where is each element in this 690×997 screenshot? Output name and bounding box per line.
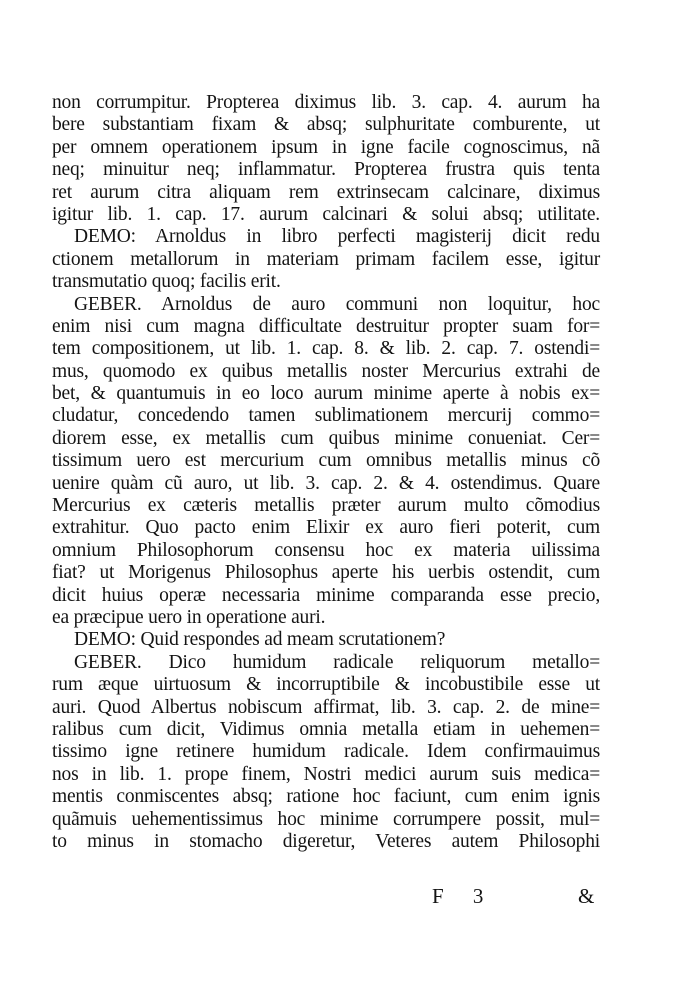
text-line: enim nisi cum magna difficultate destruitur propter suam for= (52, 315, 600, 337)
text-line: rum æque uirtuosum & incorruptibile & incobustibile esse ut (52, 674, 600, 696)
text-line: mentis conmiscentes absq; ratione hoc faciunt, cum enim ignis (52, 786, 600, 808)
signature-mark: F 3 (432, 884, 496, 908)
speaker-line-demo: DEMO: Quid respondes ad meam scrutationem? (74, 629, 446, 651)
speaker-line-geber: GEBER. Dico humidum radicale reliquorum metallo= (74, 651, 600, 673)
text-line: non corrumpitur. Propterea diximus lib. 3. cap. 4. aurum ha (52, 92, 600, 113)
text-line: diorem esse, ex metallis cum quibus minime conueniat. Cer= (52, 427, 600, 449)
text-line: transmutatio quoq; facilis erit. (52, 271, 281, 293)
catchword: & (578, 884, 595, 908)
text-line: cludatur, concedendo tamen sublimationem mercurij commo= (52, 405, 600, 427)
text-line: mus, quomodo ex quibus metallis noster Mercurius extrahi de (52, 360, 600, 382)
text-line: fiat? ut Morigenus Philosophus aperte his uerbis ostendit, cum (52, 562, 600, 584)
text-line: tissimo igne retinere humidum radicale. Idem confirmauimus (52, 741, 600, 763)
text-line: per omnem operationem ipsum in igne facile cognoscimus, nã (52, 136, 600, 158)
text-line: bet, & quantumuis in eo loco aurum minime aperte à nobis ex= (52, 383, 600, 405)
body-text (52, 92, 600, 853)
text-line: ea præcipue uero in operatione auri. (52, 606, 326, 628)
text-line: ctionem metallorum in materiam primam facilem esse, igitur (52, 248, 600, 270)
text-line: bere substantiam fixam & absq; sulphuritate comburente, ut (52, 114, 600, 136)
page-footer (0, 884, 690, 910)
text-line: tem compositionem, ut lib. 1. cap. 8. & lib. 2. cap. 7. ostendi= (52, 338, 600, 360)
text-line: auri. Quod Albertus nobiscum affirmat, lib. 3. cap. 2. de mine= (52, 696, 600, 718)
text-line: ret aurum citra aliquam rem extrinsecam calcinare, diximus (52, 181, 600, 203)
text-line: to minus in stomacho digeretur, Veteres autem Philosophi (52, 830, 600, 852)
text-line: Mercurius ex cæteris metallis præter aurum multo cõmodius (52, 495, 600, 517)
speaker-line-geber: GEBER. Arnoldus de auro communi non loquitur, hoc (74, 293, 600, 315)
speaker-line-demo: DEMO: Arnoldus in libro perfecti magisterij dicit redu (74, 226, 600, 248)
text-line: tissimum uero est mercurium cum omnibus metallis minus cõ (52, 450, 600, 472)
text-line: uenire quàm cũ auro, ut lib. 3. cap. 2. & 4. ostendimus. Quare (52, 472, 600, 494)
text-line: dicit huius operæ necessaria minime comparanda esse precio, (52, 584, 600, 606)
text-line: extrahitur. Quo pacto enim Elixir ex auro fieri poterit, cum (52, 517, 600, 539)
text-line: omnium Philosophorum consensu hoc ex materia uilissima (52, 539, 600, 561)
text-line: ralibus cum dicit, Vidimus omnia metalla etiam in uehemen= (52, 718, 600, 740)
text-line: igitur lib. 1. cap. 17. aurum calcinari & solui absq; utilitate. (52, 203, 600, 225)
text-line: quãmuis uehementissimus hoc minime corrumpere possit, mul= (52, 808, 600, 830)
text-line: nos in lib. 1. prope finem, Nostri medici aurum suis medica= (52, 763, 600, 785)
text-line: neq; minuitur neq; inflammatur. Propterea frustra quis tenta (52, 159, 600, 181)
